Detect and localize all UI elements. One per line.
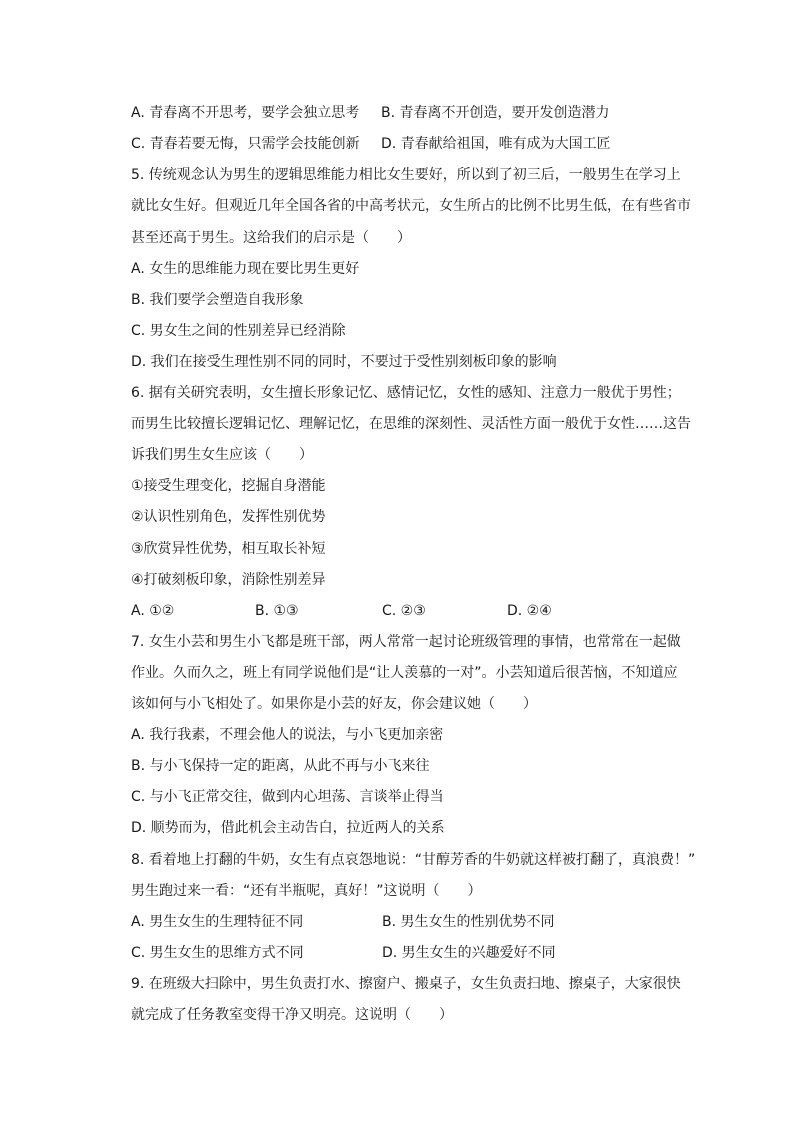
q4-option-d: D. 青春献给祖国，唯有成为大国工匠 bbox=[381, 136, 611, 152]
q7-option-a: A. 我行我素，不理会他人的说法，与小飞更加亲密 bbox=[131, 727, 444, 743]
q8-stem-line-2: 男生跑过来一看：“还有半瓶呢，真好！”这说明（ ） bbox=[131, 883, 482, 899]
q6-stem-line-2: 而男生比较擅长逻辑记忆、理解记忆，在思维的深刻性、灵活性方面一般优于女性……这告 bbox=[131, 416, 691, 432]
q5-option-c: C. 男女生之间的性别差异已经消除 bbox=[131, 323, 346, 339]
q7-stem-line-3: 该如何与小飞相处了。如果你是小芸的好友，你会建议她（ ） bbox=[131, 696, 537, 712]
q4-option-c: C. 青春若要无悔，只需学会技能创新 bbox=[131, 136, 360, 152]
q6-statement-2: ②认识性别角色，发挥性别优势 bbox=[131, 509, 326, 525]
q5-option-a: A. 女生的思维能力现在要比男生更好 bbox=[131, 261, 360, 277]
q6-stem-line-3: 诉我们男生女生应该（ ） bbox=[131, 447, 313, 463]
q8-option-a: A. 男生女生的生理特征不同 bbox=[131, 914, 304, 930]
q8-option-b: B. 男生女生的性别优势不同 bbox=[382, 914, 555, 930]
q6-statement-4: ④打破刻板印象，消除性别差异 bbox=[131, 572, 326, 588]
q6-option-c: C. ②③ bbox=[382, 603, 426, 619]
q6-option-b: B. ①③ bbox=[255, 603, 299, 619]
q4-option-a: A. 青春离不开思考，要学会独立思考 bbox=[131, 105, 360, 121]
q6-statement-1: ①接受生理变化，挖掘自身潜能 bbox=[131, 478, 326, 494]
q5-stem-line-3: 甚至还高于男生。这给我们的启示是（ ） bbox=[131, 230, 411, 246]
q6-option-d: D. ②④ bbox=[507, 603, 552, 619]
q7-option-d: D. 顺势而为，借此机会主动告白，拉近两人的关系 bbox=[131, 820, 445, 836]
q9-stem-line-2: 就完成了任务教室变得干净又明亮。这说明（ ） bbox=[131, 1007, 453, 1023]
q6-option-a: A. ①② bbox=[131, 603, 175, 619]
q5-option-d: D. 我们在接受生理性别不同的同时，不要过于受性别刻板印象的影响 bbox=[131, 354, 557, 370]
q9-stem-line-1: 9. 在班级大扫除中，男生负责打水、擦窗户、搬桌子，女生负责扫地、擦桌子，大家很快 bbox=[131, 976, 681, 992]
q8-stem-line-1: 8. 看着地上打翻的牛奶，女生有点哀怨地说：“甘醇芳香的牛奶就这样被打翻了，真浪费！” bbox=[131, 852, 696, 868]
q8-option-c: C. 男生女生的思维方式不同 bbox=[131, 945, 304, 961]
q4-option-b: B. 青春离不开创造，要开发创造潜力 bbox=[381, 105, 610, 121]
q5-stem-line-2: 就比女生好。但观近几年全国各省的中高考状元，女生所占的比例不比男生低，在有些省市 bbox=[131, 198, 691, 214]
q7-stem-line-2: 作业。久而久之，班上有同学说他们是“让人羡慕的一对”。小芸知道后很苦恼，不知道应 bbox=[131, 665, 678, 681]
q7-option-c: C. 与小飞正常交往，做到内心坦荡、言谈举止得当 bbox=[131, 789, 444, 805]
q6-stem-line-1: 6. 据有关研究表明，女生擅长形象记忆、感情记忆，女性的感知、注意力一般优于男性； bbox=[131, 385, 681, 401]
q7-option-b: B. 与小飞保持一定的距离，从此不再与小飞来往 bbox=[131, 758, 430, 774]
q5-stem-line-1: 5. 传统观念认为男生的逻辑思维能力相比女生要好，所以到了初三后，一般男生在学习上 bbox=[131, 167, 681, 183]
q5-option-b: B. 我们要学会塑造自我形象 bbox=[131, 292, 304, 308]
q8-option-d: D. 男生女生的兴趣爱好不同 bbox=[382, 945, 556, 961]
q7-stem-line-1: 7. 女生小芸和男生小飞都是班干部，两人常常一起讨论班级管理的事情，也常常在一起做 bbox=[131, 634, 681, 650]
q6-statement-3: ③欣赏异性优势，相互取长补短 bbox=[131, 541, 326, 557]
